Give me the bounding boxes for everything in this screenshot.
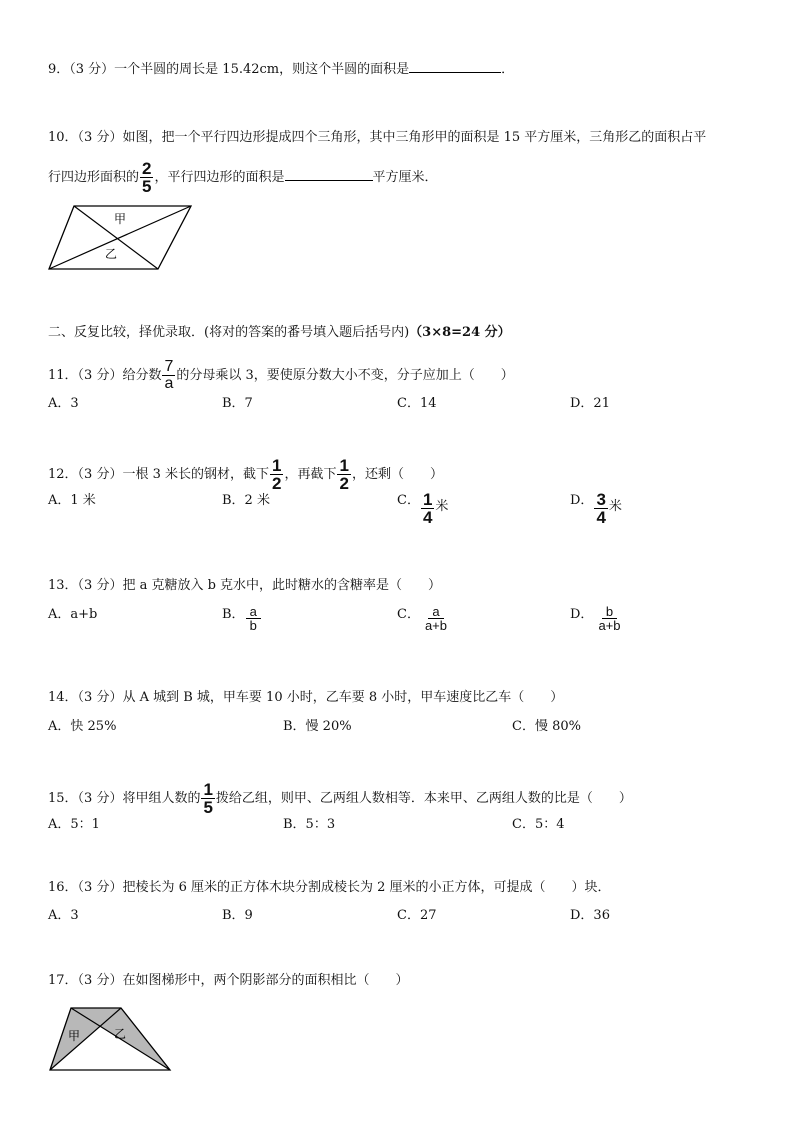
question-17: 17．（3 分）在如图梯形中，两个阴影部分的面积相比（ ） (48, 973, 409, 988)
question-12: 12．（3 分）一根 3 米长的钢材，截下 $\frac{1}{2}$ ，再截下 $\frac{1}{2}$ ，还剩（ ） (48, 456, 443, 493)
q16-option-a[interactable]: A．3 (48, 908, 79, 923)
q15-option-b[interactable]: B．5：3 (283, 817, 336, 832)
q13-option-a[interactable]: A．a+b (48, 607, 98, 622)
label-yi: 乙 (114, 1027, 127, 1041)
question-14: 14．（3 分）从 A 城到 B 城，甲车要 10 小时，乙车要 8 小时，甲车速度比乙车（ ） (48, 690, 564, 705)
q10-answer-blank[interactable] (285, 166, 373, 181)
section-2-heading: 二、反复比较，择优录取．(将对的答案的番号填入题后括号内)（3×8=24 分） (48, 325, 511, 340)
q12-option-d[interactable]: D． $\frac{3}{4}$ 米 (570, 490, 622, 527)
q16-option-d[interactable]: D．36 (570, 908, 610, 923)
q11-option-b[interactable]: B．7 (222, 396, 253, 411)
question-10-line1: 10．（3 分）如图，把一个平行四边形提成四个三角形，其中三角形甲的面积是 15 平方厘米，三角形乙的面积占平 (48, 130, 707, 145)
question-15: 15．（3 分）将甲组人数的 $\frac{1}{5}$ 拨给乙组，则甲、乙两组人数相等．本来甲、乙两组人数的比是（ ） (48, 780, 632, 817)
q16-option-b[interactable]: B．9 (222, 908, 253, 923)
q12-option-a[interactable]: A．1 米 (48, 493, 96, 508)
question-16: 16．（3 分）把棱长为 6 厘米的正方体木块分割成棱长为 2 厘米的小正方体，可提成（ ）块． (48, 880, 611, 895)
q12-option-c[interactable]: C． $\frac{1}{4}$ 米 (397, 490, 449, 527)
label-jia: 甲 (114, 212, 127, 226)
q9-text: 9．（3 分）一个半圆的周长是 15.42cm，则这个半圆的面积是 (48, 62, 410, 77)
label-jia: 甲 (68, 1029, 81, 1043)
label-yi: 乙 (105, 247, 118, 261)
question-10-line2: 行四边形面积的 $\frac{2}{5}$ ，平行四边形的面积是 平方厘米． (48, 159, 438, 196)
q11-option-d[interactable]: D．21 (570, 396, 610, 411)
q13-option-b[interactable]: B． $\frac{a}{b}$ (222, 605, 262, 632)
q15-option-c[interactable]: C．5：4 (512, 817, 565, 832)
q11-fraction: $\frac{7}{a}$ (164, 358, 174, 392)
trapezoid-figure (44, 1002, 176, 1076)
q15-option-a[interactable]: A．5：1 (48, 817, 100, 832)
q13-option-c[interactable]: C． $\frac{a}{a+b}$ (397, 604, 448, 633)
question-9: 9．（3 分）一个半圆的周长是 15.42cm，则这个半圆的面积是 ． (48, 58, 514, 80)
q9-answer-blank[interactable] (409, 58, 501, 73)
q16-option-c[interactable]: C．27 (397, 908, 437, 923)
q10-fraction: $\frac{2}{5}$ (142, 159, 152, 196)
q11-option-a[interactable]: A．3 (48, 396, 79, 411)
q12-option-b[interactable]: B．2 米 (222, 493, 270, 508)
q14-option-b[interactable]: B．慢 20% (283, 719, 352, 734)
question-11: 11．（3 分）给分数 $\frac{7}{a}$ 的分母乘以 3，要使原分数大小不变，分子应加上（ ） (48, 358, 514, 392)
q11-option-c[interactable]: C．14 (397, 396, 437, 411)
q14-option-c[interactable]: C．慢 80% (512, 719, 581, 734)
question-13: 13．（3 分）把 a 克糖放入 b 克水中，此时糖水的含糖率是（ ） (48, 578, 442, 593)
parallelogram-figure (44, 200, 196, 274)
q14-option-a[interactable]: A．快 25% (48, 719, 117, 734)
q13-option-d[interactable]: D． $\frac{b}{a+b}$ (570, 604, 621, 633)
